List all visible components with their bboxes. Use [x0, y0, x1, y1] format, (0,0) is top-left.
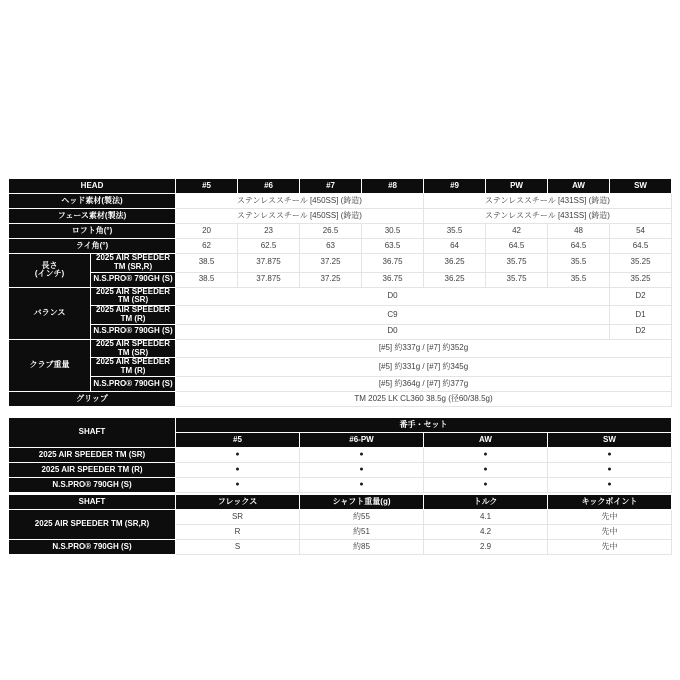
shaft-row-s [9, 539, 672, 554]
lie-cell: 63 [300, 239, 362, 254]
column-header-5: #5 [176, 179, 238, 194]
column-header-aw: AW [548, 179, 610, 194]
lie-cell: 64.5 [486, 239, 548, 254]
loft-cell: 48 [548, 224, 610, 239]
length-cell: 37.875 [238, 254, 300, 273]
shaft-sublabel: 2025 AIR SPEEDER TM (SR) [91, 339, 176, 358]
bullet-cell: ● [424, 462, 548, 477]
length-cell: 35.5 [548, 254, 610, 273]
column-header-pw: PW [486, 179, 548, 194]
face-material-row [9, 209, 672, 224]
balance-row-3 [9, 324, 672, 339]
weight-row-2 [9, 358, 672, 377]
set-column-6pw: #6-PW [300, 432, 424, 447]
loft-cell: 26.5 [300, 224, 362, 239]
weight-row-1 [9, 339, 672, 358]
length-label-line1: 長さ [41, 260, 58, 270]
loft-cell: 30.5 [362, 224, 424, 239]
shaft-column-flex: フレックス [176, 494, 300, 509]
shaft-column-weight: シャフト重量(g) [300, 494, 424, 509]
torque-cell: 2.9 [424, 539, 548, 554]
shaft-sublabel: 2025 AIR SPEEDER TM (SR,R) [91, 254, 176, 273]
bullet-cell: ● [176, 447, 300, 462]
weight-cell: 約85 [300, 539, 424, 554]
spec-header-row [9, 179, 672, 194]
bullet-cell: ● [176, 462, 300, 477]
lie-cell: 64 [424, 239, 486, 254]
shaft-header-row [9, 494, 672, 509]
row-label-weight: クラブ重量 [9, 339, 91, 391]
length-cell: 38.5 [176, 254, 238, 273]
flex-cell: R [176, 524, 300, 539]
row-label-lie: ライ角(°) [9, 239, 176, 254]
length-cell: 35.75 [486, 272, 548, 287]
kick-cell: 先中 [548, 524, 672, 539]
grip-cell: TM 2025 LK CL360 38.5g (径60/38.5g) [176, 391, 672, 406]
flex-cell: SR [176, 509, 300, 524]
balance-sw-cell: D2 [610, 324, 672, 339]
row-label-loft: ロフト角(°) [9, 224, 176, 239]
lie-cell: 62.5 [238, 239, 300, 254]
length-cell: 37.25 [300, 272, 362, 287]
lie-row [9, 239, 672, 254]
bullet-cell: ● [424, 477, 548, 492]
length-cell: 35.75 [486, 254, 548, 273]
spec-table [8, 178, 672, 407]
bullet-cell: ● [300, 477, 424, 492]
set-column-5: #5 [176, 432, 300, 447]
weight-cell: [#5] 約364g / [#7] 約377g [176, 376, 672, 391]
torque-cell: 4.1 [424, 509, 548, 524]
lie-cell: 64.5 [548, 239, 610, 254]
length-cell: 38.5 [176, 272, 238, 287]
balance-main-cell: D0 [176, 287, 610, 306]
kick-cell: 先中 [548, 509, 672, 524]
shaft-sublabel: 2025 AIR SPEEDER TM (R) [91, 358, 176, 377]
head-material-5-8: ステンレススチール [450SS] (鋳造) [176, 194, 424, 209]
balance-sw-cell: D1 [610, 306, 672, 325]
row-label-head-material: ヘッド素材(製法) [9, 194, 176, 209]
face-material-9-sw: ステンレススチール [431SS] (鋳造) [424, 209, 672, 224]
shaft-sublabel: N.S.PRO® 790GH (S) [91, 324, 176, 339]
weight-cell: [#5] 約331g / [#7] 約345g [176, 358, 672, 377]
loft-row [9, 224, 672, 239]
row-label-grip: グリップ [9, 391, 176, 406]
face-material-5-8: ステンレススチール [450SS] (鋳造) [176, 209, 424, 224]
kick-cell: 先中 [548, 539, 672, 554]
lie-cell: 64.5 [610, 239, 672, 254]
shaft-row-sr [9, 509, 672, 524]
length-cell: 35.25 [610, 272, 672, 287]
shaft-sublabel: N.S.PRO® 790GH (S) [9, 539, 176, 554]
set-title: 番手・セット [176, 417, 672, 432]
shaft-sublabel: N.S.PRO® 790GH (S) [9, 477, 176, 492]
bullet-cell: ● [300, 462, 424, 477]
torque-cell: 4.2 [424, 524, 548, 539]
length-row-2 [9, 272, 672, 287]
balance-main-cell: D0 [176, 324, 610, 339]
lie-cell: 63.5 [362, 239, 424, 254]
row-label-face-material: フェース素材(製法) [9, 209, 176, 224]
spec-header-head-label: HEAD [9, 179, 176, 194]
bullet-cell: ● [176, 477, 300, 492]
balance-sw-cell: D2 [610, 287, 672, 306]
loft-cell: 23 [238, 224, 300, 239]
column-header-9: #9 [424, 179, 486, 194]
loft-cell: 54 [610, 224, 672, 239]
shaft-sublabel: 2025 AIR SPEEDER TM (R) [9, 462, 176, 477]
head-material-9-sw: ステンレススチール [431SS] (鋳造) [424, 194, 672, 209]
length-cell: 35.25 [610, 254, 672, 273]
shaft-column-torque: トルク [424, 494, 548, 509]
loft-cell: 42 [486, 224, 548, 239]
shaft-shaft-label: SHAFT [9, 494, 176, 509]
set-table [8, 417, 672, 493]
lie-cell: 62 [176, 239, 238, 254]
length-cell: 37.25 [300, 254, 362, 273]
bullet-cell: ● [548, 447, 672, 462]
weight-row-3 [9, 376, 672, 391]
weight-cell: [#5] 約337g / [#7] 約352g [176, 339, 672, 358]
flex-cell: S [176, 539, 300, 554]
loft-cell: 20 [176, 224, 238, 239]
bullet-cell: ● [548, 462, 672, 477]
row-label-balance: バランス [9, 287, 91, 339]
column-header-8: #8 [362, 179, 424, 194]
weight-cell: 約51 [300, 524, 424, 539]
balance-row-1 [9, 287, 672, 306]
balance-row-2 [9, 306, 672, 325]
shaft-column-kick: キックポイント [548, 494, 672, 509]
length-cell: 37.875 [238, 272, 300, 287]
column-header-sw: SW [610, 179, 672, 194]
head-material-row [9, 194, 672, 209]
loft-cell: 35.5 [424, 224, 486, 239]
shaft-sublabel: 2025 AIR SPEEDER TM (SR) [9, 447, 176, 462]
shaft-sublabel: 2025 AIR SPEEDER TM (SR,R) [9, 509, 176, 539]
bullet-cell: ● [548, 477, 672, 492]
grip-row [9, 391, 672, 406]
set-column-aw: AW [424, 432, 548, 447]
column-header-7: #7 [300, 179, 362, 194]
set-header-row [9, 417, 672, 432]
weight-cell: 約55 [300, 509, 424, 524]
shaft-table [8, 494, 672, 555]
bullet-cell: ● [300, 447, 424, 462]
balance-main-cell: C9 [176, 306, 610, 325]
set-row-s [9, 477, 672, 492]
set-shaft-label: SHAFT [9, 417, 176, 447]
row-label-length [9, 254, 91, 288]
set-column-sw: SW [548, 432, 672, 447]
set-row-r [9, 462, 672, 477]
length-cell: 36.25 [424, 254, 486, 273]
column-header-6: #6 [238, 179, 300, 194]
length-cell: 36.75 [362, 272, 424, 287]
spec-tables-region [8, 178, 672, 555]
length-cell: 36.75 [362, 254, 424, 273]
length-label-line2: (インチ) [34, 269, 65, 279]
length-cell: 35.5 [548, 272, 610, 287]
length-row-1 [9, 254, 672, 273]
shaft-sublabel: N.S.PRO® 790GH (S) [91, 376, 176, 391]
shaft-sublabel: N.S.PRO® 790GH (S) [91, 272, 176, 287]
bullet-cell: ● [424, 447, 548, 462]
set-row-sr [9, 447, 672, 462]
shaft-sublabel: 2025 AIR SPEEDER TM (R) [91, 306, 176, 325]
length-cell: 36.25 [424, 272, 486, 287]
shaft-sublabel: 2025 AIR SPEEDER TM (SR) [91, 287, 176, 306]
